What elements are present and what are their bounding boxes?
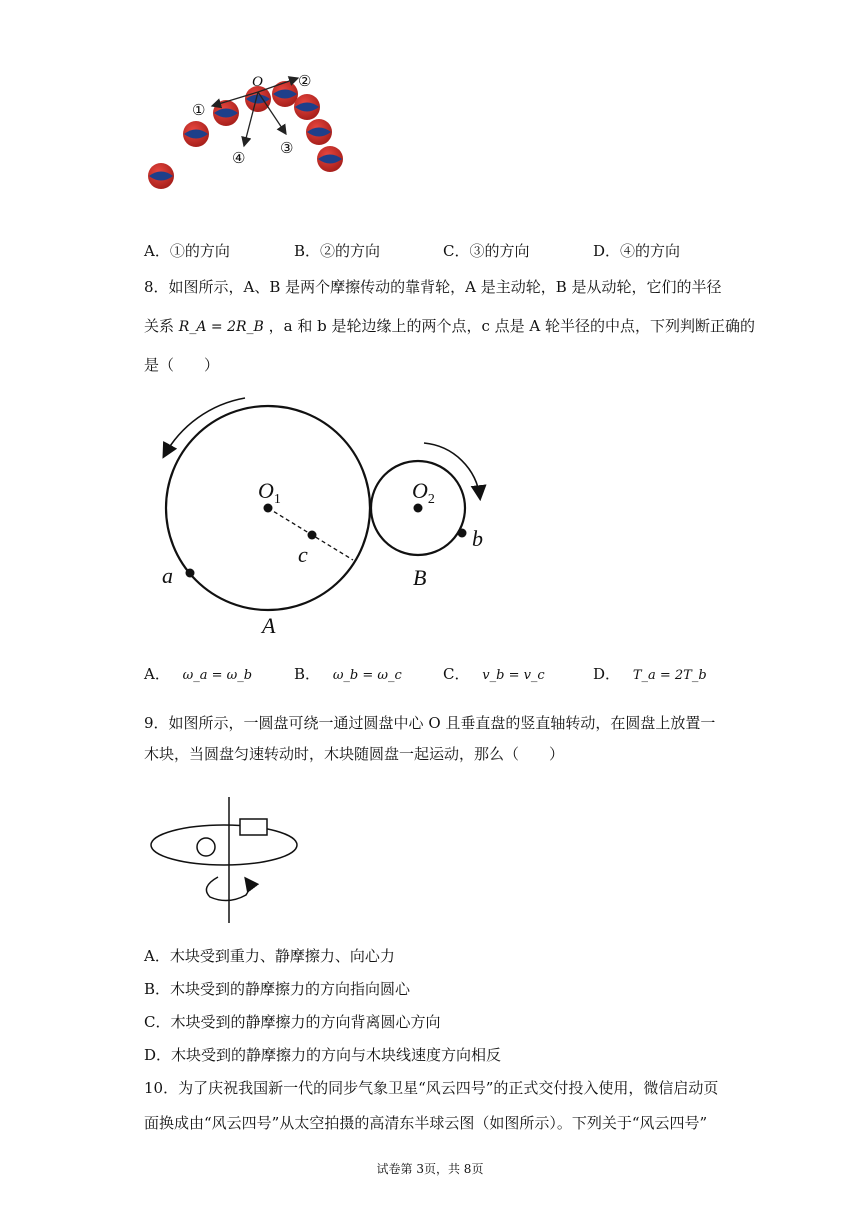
- label-circled-2: ②: [298, 74, 312, 90]
- point-O1: [264, 504, 273, 513]
- label-wheel-B: B: [413, 565, 427, 590]
- q8-option-b[interactable]: [294, 664, 402, 686]
- friction-wheels-figure: [150, 390, 500, 650]
- basketball-icon: [294, 94, 320, 120]
- q10-stem-line1: 10．为了庆祝我国新一代的同步气象卫星“风云四号”的正式交付投入使用，微信启动页: [144, 1079, 719, 1097]
- option-letter: C．: [443, 242, 470, 260]
- q9-stem-line1: 9．如图所示，一圆盘可绕一通过圆盘中心 O 且垂直盘的竖直轴转动，在圆盘上放置一: [144, 714, 716, 732]
- option-formula: ω_b = ω_c: [332, 668, 402, 683]
- option-letter: C．: [443, 665, 470, 683]
- label-a: a: [162, 563, 173, 588]
- label-circled-3: ③: [280, 141, 294, 157]
- label-circled-4: ④: [232, 151, 246, 167]
- option-letter: B．: [294, 665, 321, 683]
- label-wheel-A: A: [262, 613, 276, 638]
- q8-stem-text: ，a 和 b 是轮边缘上的两个点，c 点是 A 轮半径的中点，下列判断正确的: [268, 317, 755, 335]
- q9-option-d[interactable]: D．木块受到的静摩擦力的方向与木块线速度方向相反: [144, 1046, 502, 1064]
- option-formula: T_a = 2T_b: [632, 668, 707, 683]
- rotation-arrow-b: [424, 443, 480, 498]
- label-b: b: [472, 526, 483, 551]
- q8-stem-line1: 8．如图所示，A、B 是两个摩擦传动的靠背轮，A 是主动轮，B 是从动轮，它们的半径: [144, 278, 722, 296]
- option-formula: v_b = v_c: [482, 668, 545, 683]
- basketball-icon: [306, 119, 332, 145]
- point-a: [186, 569, 195, 578]
- option-text: ③的方向: [469, 242, 530, 260]
- option-letter: D．: [593, 665, 621, 683]
- disk: [151, 825, 297, 865]
- q7-option-d[interactable]: [593, 241, 680, 261]
- label-c: c: [298, 542, 308, 567]
- label-O1: $O_1$: [258, 478, 281, 507]
- q8-option-d[interactable]: [593, 664, 707, 686]
- label-O: O: [252, 74, 263, 90]
- label-O2: $O_2$: [412, 478, 435, 507]
- basketball-icons: [148, 81, 343, 189]
- q9-option-b[interactable]: B．木块受到的静摩擦力的方向指向圆心: [144, 980, 411, 998]
- option-letter: A．: [144, 665, 170, 683]
- q9-option-a[interactable]: A．木块受到重力、静摩擦力、向心力: [144, 947, 395, 965]
- point-O2: [414, 504, 423, 513]
- basketball-icon: [272, 81, 298, 107]
- q7-option-c[interactable]: [443, 241, 530, 261]
- q7-option-a[interactable]: [144, 241, 230, 261]
- rotation-arrow: [206, 877, 249, 901]
- option-formula: ω_a = ω_b: [182, 668, 253, 683]
- option-text: ①的方向: [169, 242, 230, 260]
- basketball-icon: [183, 121, 209, 147]
- formula-radius-relation: R_A = 2R_B: [178, 319, 264, 335]
- q8-stem-text: 关系: [144, 317, 175, 335]
- q8-option-c[interactable]: [443, 664, 545, 686]
- wood-block: [240, 819, 267, 835]
- rotating-disk-figure: [148, 795, 308, 927]
- q8-stem-line2: [144, 316, 755, 337]
- option-text: ②的方向: [320, 242, 381, 260]
- option-text: ④的方向: [620, 242, 681, 260]
- basketball-trajectory-figure: [140, 66, 360, 196]
- basketball-icon: [148, 163, 174, 189]
- disk-hole: [197, 838, 215, 856]
- point-b: [458, 529, 467, 538]
- q8-stem-line3: 是（ ）: [144, 356, 220, 374]
- q9-stem-line2: 木块，当圆盘匀速转动时，木块随圆盘一起运动，那么（ ）: [144, 745, 565, 763]
- option-letter: B．: [294, 242, 321, 260]
- point-c: [308, 531, 317, 540]
- q10-stem-line2: 面换成由“风云四号”从太空拍摄的高清东半球云图（如图所示）。下列关于“风云四号”: [144, 1114, 708, 1132]
- label-circled-1: ①: [192, 103, 206, 119]
- q7-option-b[interactable]: [294, 241, 380, 261]
- page-footer: 试卷第 3页，共 8页: [376, 1162, 484, 1176]
- basketball-icon: [317, 146, 343, 172]
- q9-option-c[interactable]: C．木块受到的静摩擦力的方向背离圆心方向: [144, 1013, 441, 1031]
- option-letter: D．: [593, 242, 621, 260]
- q8-option-a[interactable]: [144, 664, 252, 686]
- option-letter: A．: [144, 242, 170, 260]
